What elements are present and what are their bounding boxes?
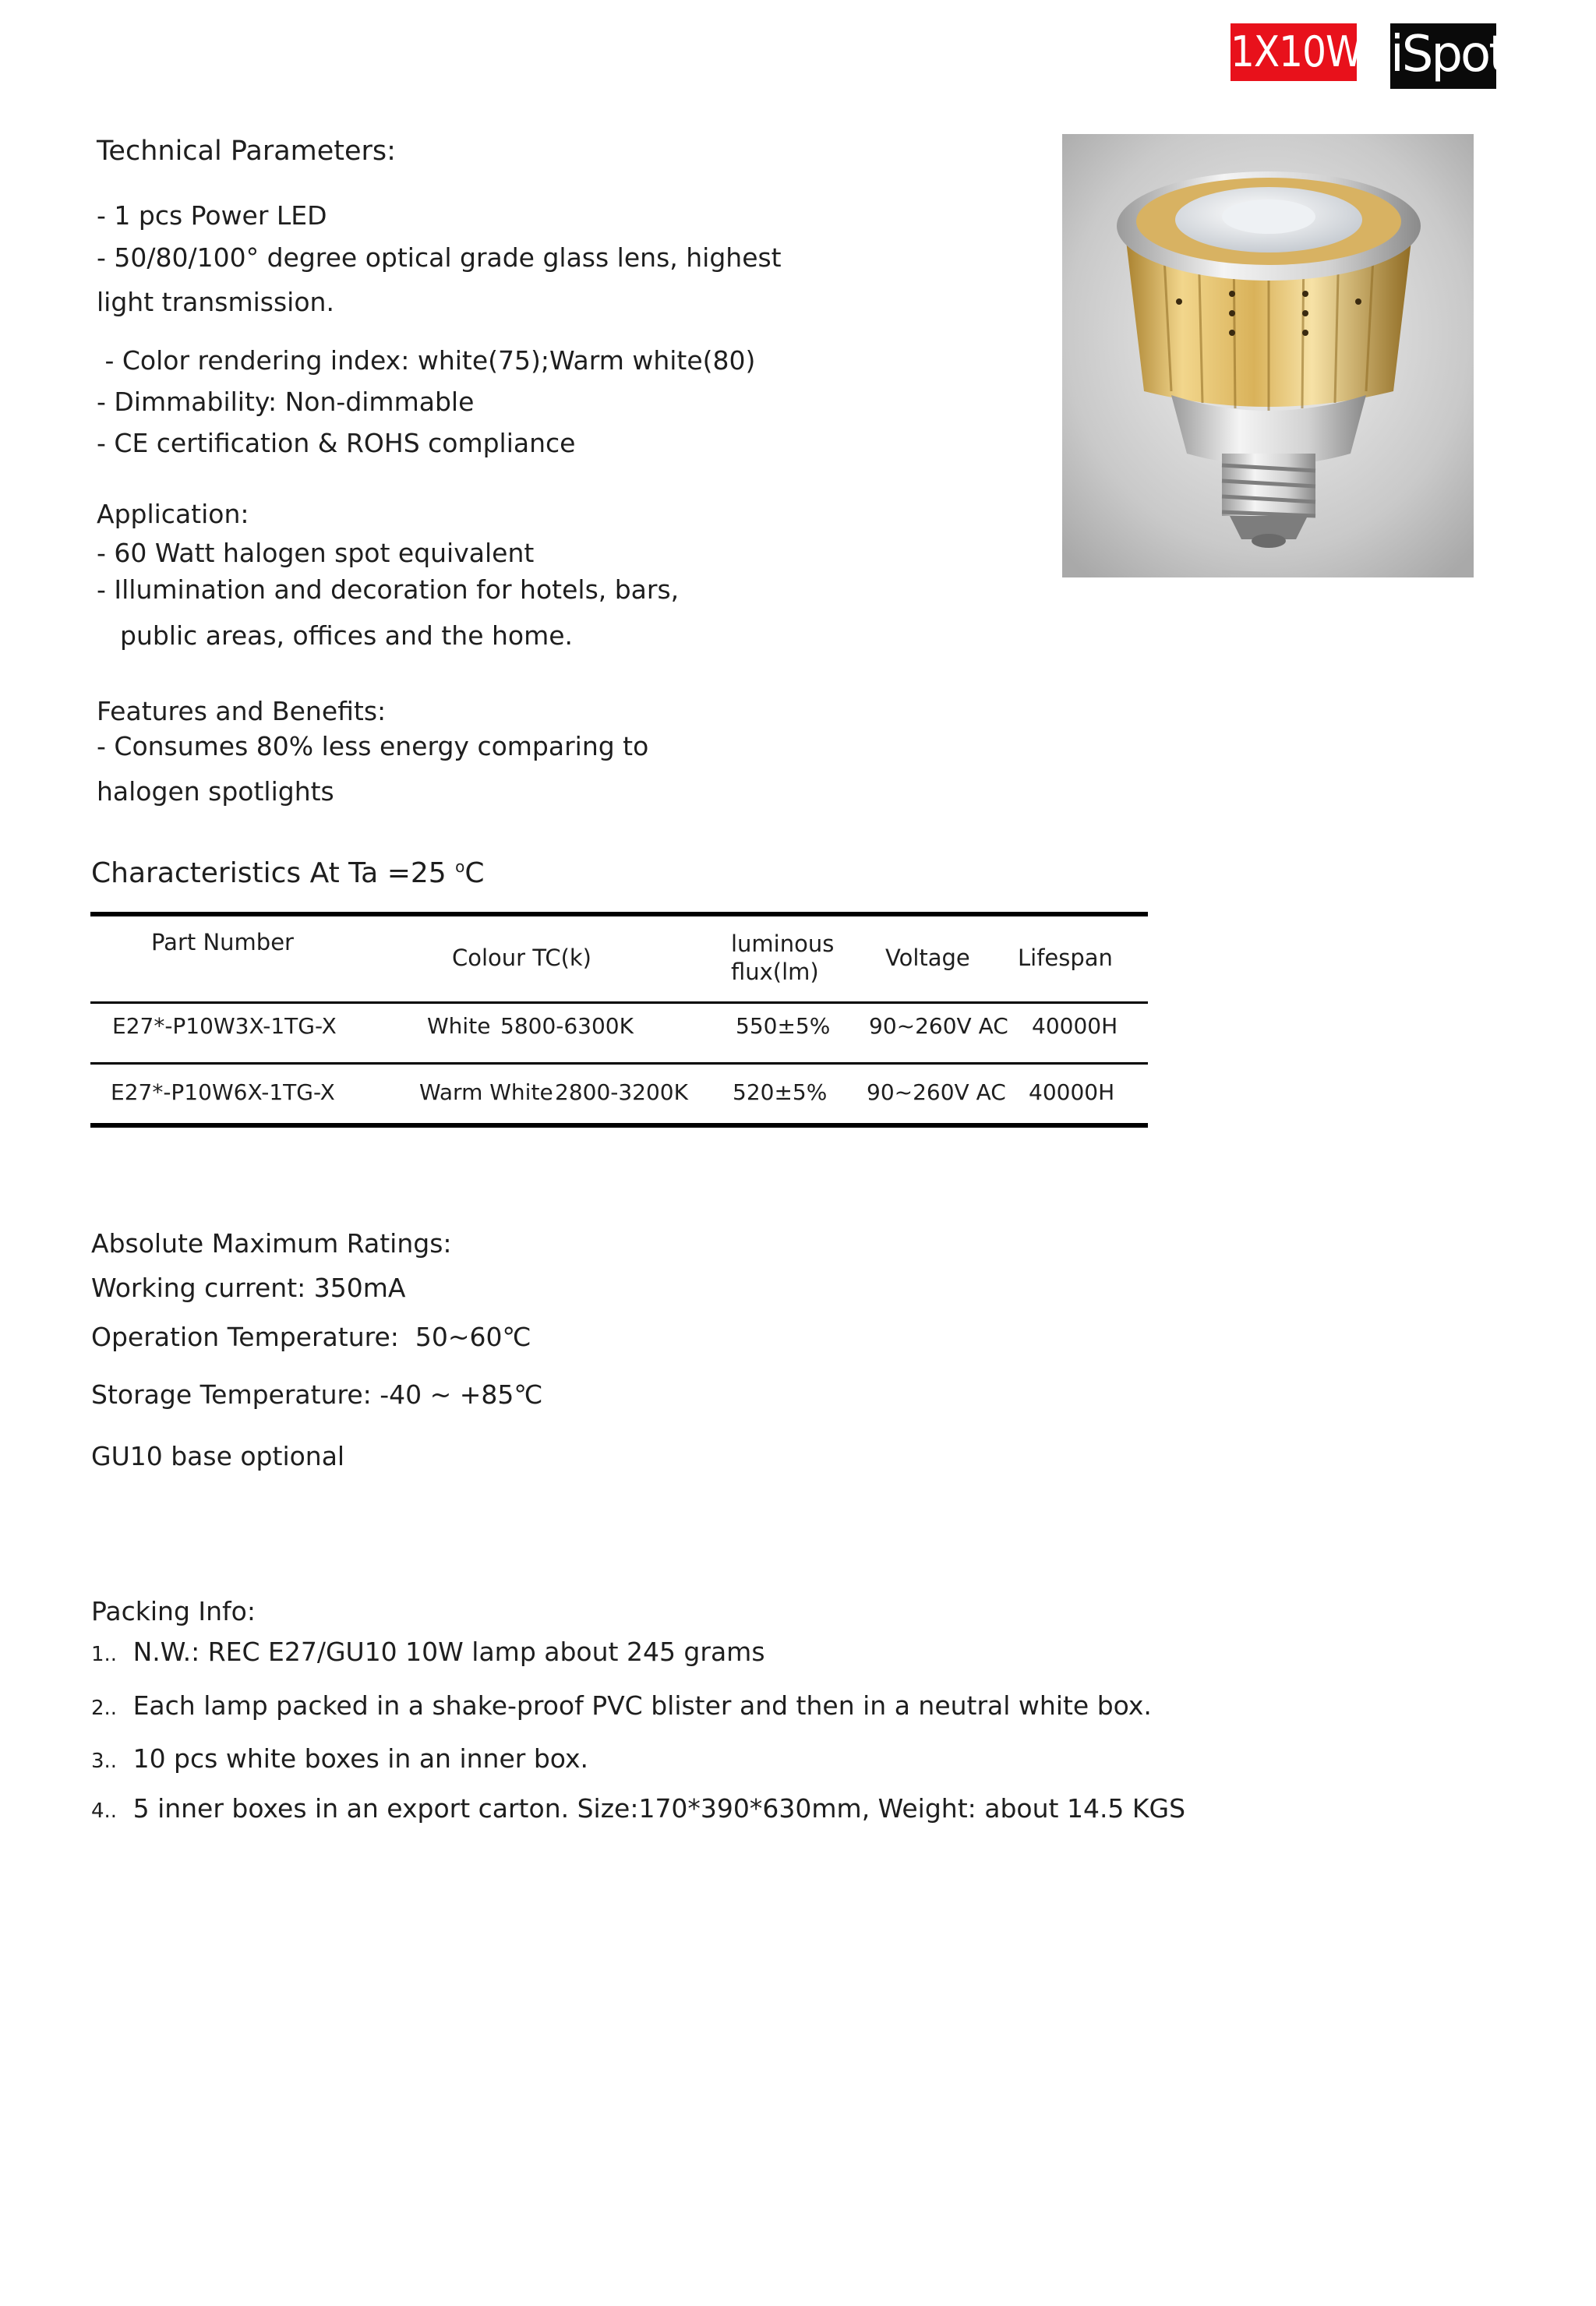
cell-voltage: 90~260V AC	[867, 1079, 1006, 1105]
ratings-item: Storage Temperature: -40 ~ +85℃	[91, 1379, 543, 1410]
technical-item: light transmission.	[97, 287, 334, 317]
col-header-colour: Colour TC(k)	[452, 945, 591, 971]
packing-item-number: 3..	[91, 1750, 118, 1773]
packing-item	[91, 1792, 1185, 1828]
features-heading: Features and Benefits:	[97, 696, 387, 726]
table-bottom-rule	[90, 1123, 1148, 1128]
packing-item	[91, 1635, 765, 1672]
cell-lifespan: 40000H	[1029, 1079, 1115, 1105]
packing-item-number: 1..	[91, 1643, 118, 1666]
packing-item-number: 4..	[91, 1799, 118, 1823]
col-header-flux: luminous	[731, 931, 835, 957]
packing-item-text: N.W.: REC E27/GU10 10W lamp about 245 grams	[132, 1637, 765, 1667]
product-photo	[1062, 134, 1474, 577]
table-header-rule	[90, 1001, 1148, 1004]
ratings-item: Operation Temperature: 50~60℃	[91, 1322, 531, 1352]
packing-heading: Packing Info:	[91, 1596, 256, 1626]
cell-colour: White	[427, 1013, 491, 1039]
packing-item-text: 5 inner boxes in an export carton. Size:170*390*630mm, Weight: about 14.5 KGS	[132, 1793, 1186, 1824]
features-item: - Consumes 80% less energy comparing to	[97, 731, 649, 761]
application-item: - Illumination and decoration for hotels, bars,	[97, 574, 680, 605]
application-item: public areas, offices and the home.	[120, 620, 574, 651]
degree-mark: o	[455, 857, 465, 876]
ratings-item: GU10 base optional	[91, 1441, 345, 1471]
cell-tc: 2800-3200K	[555, 1079, 688, 1105]
table-top-rule	[90, 912, 1148, 916]
cell-flux: 520±5%	[733, 1079, 828, 1105]
table-row-rule	[90, 1062, 1148, 1065]
brand-logo: iSpot	[1390, 23, 1496, 89]
application-heading: Application:	[97, 499, 249, 529]
cell-lifespan: 40000H	[1032, 1013, 1118, 1039]
col-header-flux-unit: flux(lm)	[731, 959, 819, 985]
features-item: halogen spotlights	[97, 776, 334, 807]
ratings-item: Working current: 350mA	[91, 1273, 406, 1303]
cell-part: E27*-P10W6X-1TG-X	[111, 1079, 335, 1105]
packing-item-text: Each lamp packed in a shake-proof PVC blister and then in a neutral white box.	[132, 1690, 1152, 1721]
cell-tc: 5800-6300K	[500, 1013, 634, 1039]
technical-item: - CE certification & ROHS compliance	[97, 428, 576, 458]
packing-item	[91, 1742, 588, 1778]
technical-item: - Color rendering index: white(75);Warm white(80)	[97, 345, 756, 376]
col-header-lifespan: Lifespan	[1018, 945, 1113, 971]
packing-item-number: 2..	[91, 1697, 118, 1720]
cell-part: E27*-P10W3X-1TG-X	[112, 1013, 337, 1039]
technical-item: - 50/80/100° degree optical grade glass lens, highest	[97, 242, 782, 273]
characteristics-heading	[91, 849, 485, 891]
cell-voltage: 90~260V AC	[869, 1013, 1008, 1039]
unit-label: C	[464, 857, 485, 889]
power-badge: 1X10W	[1231, 23, 1357, 81]
technical-item: - Dimmability: Non-dimmable	[97, 387, 475, 417]
application-item: - 60 Watt halogen spot equivalent	[97, 538, 535, 568]
cell-flux: 550±5%	[736, 1013, 831, 1039]
ratings-heading: Absolute Maximum Ratings:	[91, 1228, 452, 1259]
technical-item: - 1 pcs Power LED	[97, 200, 327, 231]
cell-colour: Warm White	[419, 1079, 553, 1105]
packing-item	[91, 1689, 1152, 1725]
technical-parameters-heading: Technical Parameters:	[97, 136, 396, 167]
col-header-part-number: Part Number	[151, 929, 294, 955]
packing-item-text: 10 pcs white boxes in an inner box.	[132, 1743, 588, 1774]
characteristics-heading-text: Characteristics At Ta =25	[91, 857, 456, 889]
col-header-voltage: Voltage	[885, 945, 970, 971]
